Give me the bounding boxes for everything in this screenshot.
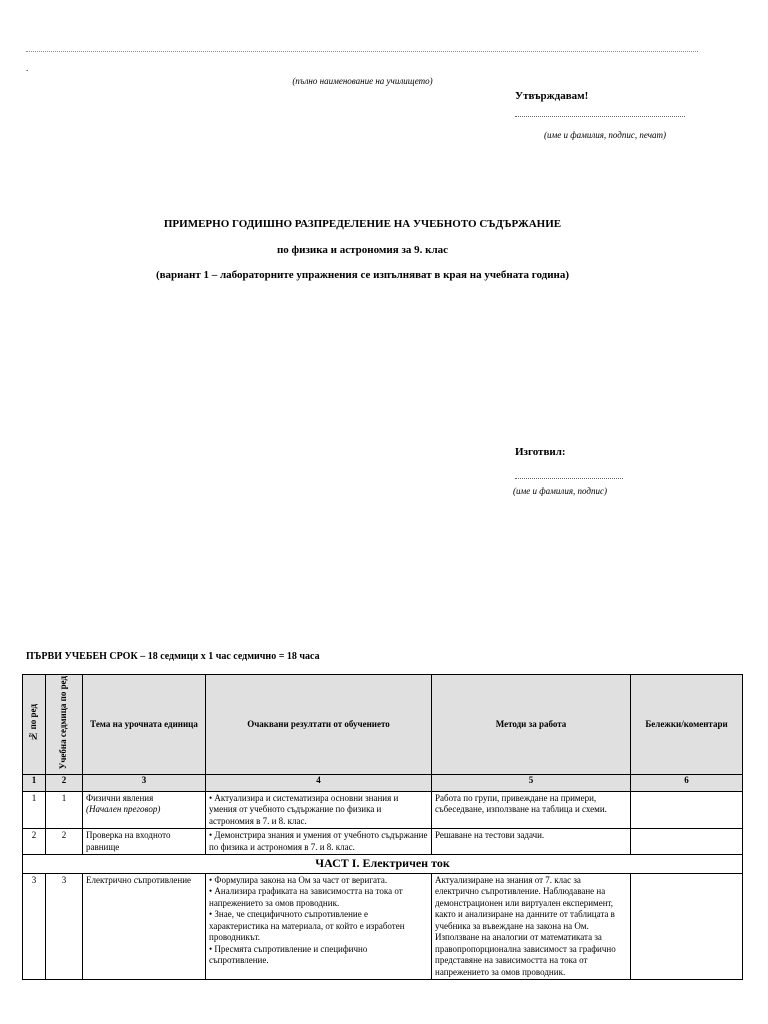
- table-row: [23, 873, 743, 980]
- table-row: [23, 791, 743, 829]
- row-results: • Актуализира и систематизира основни знания и умения от учебното съдържание по физика и астрономия в 7. и 8. клас.: [206, 791, 432, 829]
- row-results: • Формулира закона на Ом за част от веригата. • Анализира графиката на зависимостта на тока от напрежението за омов проводник. • Знае, че специфичното съпротивление е характеристика на материала, от който е изработен проводникът. • Пресмята съпротивление и специфично съпротивление.: [206, 873, 432, 980]
- row-notes: [631, 829, 743, 855]
- row-week: 2: [46, 829, 83, 855]
- row-methods: Актуализиране на знания от 7. клас за електрично съпротивление. Наблюдаване на демонстрационен или виртуален експеримент, както и анализиране на данните от таблицата в учебника за въвеждане на закона на Ом. Използване на аналогии от математиката за правопропорционална зависимост за графично представяне на зависимостта на тока от напрежението за омов проводник.: [432, 873, 631, 980]
- prepared-by-label: Изготвил:: [515, 446, 566, 458]
- row-week: 3: [46, 873, 83, 980]
- column-number: 6: [631, 774, 743, 791]
- row-methods: Решаване на тестови задачи.: [432, 829, 631, 855]
- approve-signature-caption: (име и фамилия, подпис, печат): [543, 130, 667, 140]
- row-week: 1: [46, 791, 83, 829]
- header-topic: Тема на урочната единица: [83, 675, 206, 775]
- row-number: 1: [23, 791, 46, 829]
- header-methods: Методи за работа: [432, 675, 631, 775]
- part-heading-row: [23, 855, 743, 873]
- curriculum-table: [22, 674, 743, 980]
- row-topic: Електрично съпротивление: [83, 873, 206, 980]
- table-header-row: [23, 675, 743, 775]
- row-number: 2: [23, 829, 46, 855]
- row-topic: Проверка на входното равнище: [83, 829, 206, 855]
- prepared-by-signature-line: [515, 478, 623, 479]
- row-topic: Физични явления (Начален преговор): [83, 791, 206, 829]
- document-variant: (вариант 1 – лабораторните упражнения се изпълняват в края на учебната година): [155, 269, 570, 281]
- row-notes: [631, 791, 743, 829]
- prepared-by-caption: (име и фамилия, подпис): [513, 486, 607, 496]
- column-number: 2: [46, 774, 83, 791]
- stray-dot: .: [26, 63, 29, 73]
- school-name-caption: (пълно наименование на училището): [292, 76, 433, 86]
- column-number: 3: [83, 774, 206, 791]
- column-number-row: [23, 774, 743, 791]
- header-notes: Бележки/коментари: [631, 675, 743, 775]
- column-number: 5: [432, 774, 631, 791]
- header-results: Очаквани резултати от обучението: [206, 675, 432, 775]
- header-row-number: № по ред: [23, 675, 46, 775]
- column-number: 4: [206, 774, 432, 791]
- approve-label: Утвърждавам!: [515, 90, 589, 102]
- school-name-line: [26, 51, 698, 52]
- document-subtitle: по физика и астрономия за 9. клас: [276, 244, 449, 256]
- term-heading: ПЪРВИ УЧЕБЕН СРОК – 18 седмици x 1 час седмично = 18 часа: [26, 651, 320, 662]
- row-methods: Работа по групи, привеждане на примери, събеседване, използване на таблица и схеми.: [432, 791, 631, 829]
- part-heading: ЧАСТ I. Електричен ток: [23, 855, 743, 873]
- row-results: • Демонстрира знания и умения от учебното съдържание по физика и астрономия в 7. и 8. клас.: [206, 829, 432, 855]
- document-title: ПРИМЕРНО ГОДИШНО РАЗПРЕДЕЛЕНИЕ НА УЧЕБНОТО СЪДЪРЖАНИЕ: [163, 218, 562, 230]
- row-number: 3: [23, 873, 46, 980]
- column-number: 1: [23, 774, 46, 791]
- table-row: [23, 829, 743, 855]
- header-week: Учебна седмица по ред: [46, 675, 83, 775]
- row-notes: [631, 873, 743, 980]
- approve-signature-line: [515, 116, 685, 117]
